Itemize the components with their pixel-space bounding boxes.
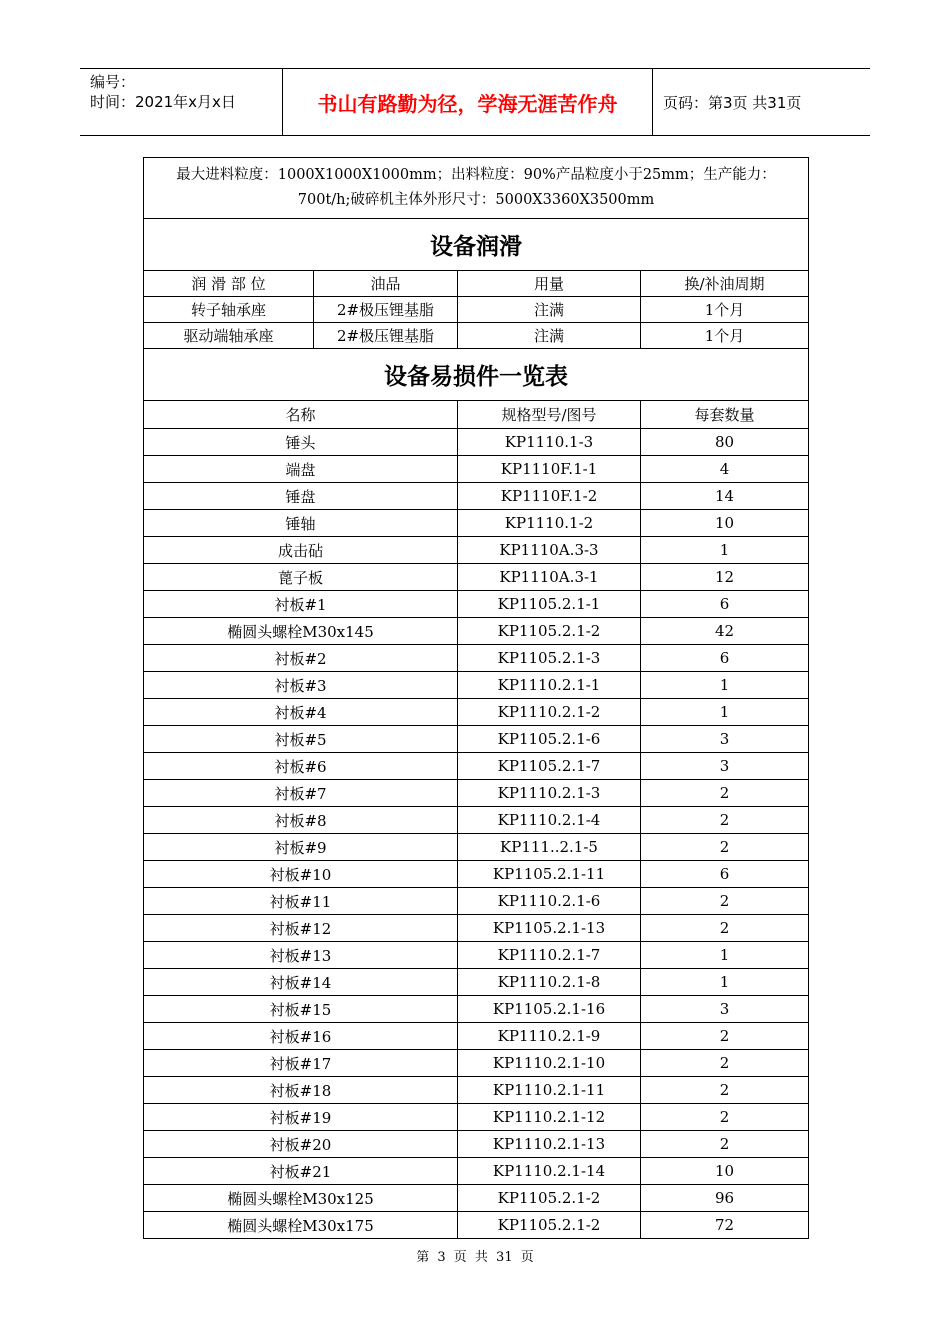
part-spec: KP1110.2.1-1 (458, 672, 641, 699)
lubrication-header-row (144, 271, 809, 297)
header-page-label: 页码：第3页 共31页 (663, 93, 802, 112)
table-row (144, 645, 809, 672)
lub-oil: 2#极压锂基脂 (314, 297, 458, 323)
lub-header-part: 润 滑 部 位 (144, 271, 314, 297)
table-row (144, 1023, 809, 1050)
table-row (144, 618, 809, 645)
part-name: 衬板#21 (144, 1158, 458, 1185)
table-row (144, 1158, 809, 1185)
part-qty: 2 (641, 1050, 809, 1077)
table-row (144, 942, 809, 969)
part-spec: KP1110.1-3 (458, 429, 641, 456)
part-spec: KP1110.2.1-12 (458, 1104, 641, 1131)
part-name: 衬板#3 (144, 672, 458, 699)
part-qty: 12 (641, 564, 809, 591)
part-qty: 3 (641, 753, 809, 780)
part-qty: 42 (641, 618, 809, 645)
parts-title-row (144, 349, 809, 401)
table-row (144, 1185, 809, 1212)
part-spec: KP1110.2.1-9 (458, 1023, 641, 1050)
lub-part: 驱动端轴承座 (144, 323, 314, 349)
table-row (144, 483, 809, 510)
part-name: 衬板#12 (144, 915, 458, 942)
part-name: 衬板#4 (144, 699, 458, 726)
part-name: 锤轴 (144, 510, 458, 537)
table-row (144, 456, 809, 483)
part-spec: KP1110.1-2 (458, 510, 641, 537)
part-qty: 2 (641, 780, 809, 807)
part-name: 成击砧 (144, 537, 458, 564)
part-spec: KP111..2.1-5 (458, 834, 641, 861)
part-spec: KP1110A.3-3 (458, 537, 641, 564)
lubrication-row (144, 323, 809, 349)
page-header (80, 68, 870, 136)
part-spec: KP1105.2.1-16 (458, 996, 641, 1023)
lub-header-oil: 油品 (314, 271, 458, 297)
part-name: 衬板#17 (144, 1050, 458, 1077)
part-name: 衬板#13 (144, 942, 458, 969)
table-row (144, 834, 809, 861)
spec-cell (144, 158, 809, 219)
part-qty: 2 (641, 1104, 809, 1131)
table-row (144, 915, 809, 942)
date-label: 时间：2021年x月x日 (90, 93, 236, 111)
part-qty: 3 (641, 726, 809, 753)
part-spec: KP1110.2.1-2 (458, 699, 641, 726)
part-spec: KP1110.2.1-13 (458, 1131, 641, 1158)
lubrication-title-row (144, 219, 809, 271)
part-spec: KP1110.2.1-10 (458, 1050, 641, 1077)
table-row (144, 1212, 809, 1239)
part-qty: 10 (641, 1158, 809, 1185)
parts-header-spec: 规格型号/图号 (458, 401, 641, 429)
part-qty: 4 (641, 456, 809, 483)
equipment-table (143, 157, 809, 1239)
part-spec: KP1105.2.1-11 (458, 861, 641, 888)
part-name: 蓖子板 (144, 564, 458, 591)
table-row (144, 969, 809, 996)
part-qty: 2 (641, 1131, 809, 1158)
part-spec: KP1110.2.1-14 (458, 1158, 641, 1185)
part-spec: KP1110.2.1-7 (458, 942, 641, 969)
part-name: 衬板#15 (144, 996, 458, 1023)
table-row (144, 807, 809, 834)
part-spec: KP1110F.1-1 (458, 456, 641, 483)
lub-cycle: 1个月 (641, 323, 809, 349)
part-qty: 1 (641, 699, 809, 726)
lub-oil: 2#极压锂基脂 (314, 323, 458, 349)
table-row (144, 429, 809, 456)
part-qty: 2 (641, 834, 809, 861)
lubrication-row (144, 297, 809, 323)
table-row (144, 888, 809, 915)
part-spec: KP1105.2.1-6 (458, 726, 641, 753)
number-label: 编号： (90, 73, 136, 91)
table-row (144, 861, 809, 888)
parts-title: 设备易损件一览表 (144, 349, 809, 401)
part-name: 衬板#11 (144, 888, 458, 915)
part-name: 椭圆头螺栓M30x175 (144, 1212, 458, 1239)
table-row (144, 1077, 809, 1104)
parts-header-qty: 每套数量 (641, 401, 809, 429)
part-spec: KP1110F.1-2 (458, 483, 641, 510)
part-qty: 3 (641, 996, 809, 1023)
lub-part: 转子轴承座 (144, 297, 314, 323)
part-spec: KP1105.2.1-2 (458, 1212, 641, 1239)
part-spec: KP1105.2.1-13 (458, 915, 641, 942)
part-name: 衬板#2 (144, 645, 458, 672)
lub-amount: 注满 (458, 323, 641, 349)
part-name: 衬板#19 (144, 1104, 458, 1131)
table-row (144, 1050, 809, 1077)
part-qty: 6 (641, 861, 809, 888)
part-qty: 2 (641, 807, 809, 834)
part-spec: KP1105.2.1-3 (458, 645, 641, 672)
part-name: 椭圆头螺栓M30x125 (144, 1185, 458, 1212)
part-qty: 96 (641, 1185, 809, 1212)
part-name: 衬板#20 (144, 1131, 458, 1158)
spec-row (144, 158, 809, 219)
table-row (144, 591, 809, 618)
table-row (144, 1131, 809, 1158)
part-name: 衬板#14 (144, 969, 458, 996)
part-qty: 72 (641, 1212, 809, 1239)
part-qty: 14 (641, 483, 809, 510)
spec-line-1: 最大进料粒度：1000X1000X1000mm；出料粒度：90%产品粒度小于25mm；生产能力： (176, 167, 776, 183)
part-qty: 1 (641, 969, 809, 996)
part-spec: KP1105.2.1-2 (458, 1185, 641, 1212)
part-name: 锤头 (144, 429, 458, 456)
part-spec: KP1105.2.1-7 (458, 753, 641, 780)
part-qty: 6 (641, 645, 809, 672)
part-qty: 1 (641, 942, 809, 969)
part-name: 衬板#6 (144, 753, 458, 780)
part-name: 衬板#7 (144, 780, 458, 807)
lubrication-title: 设备润滑 (144, 219, 809, 271)
part-qty: 2 (641, 888, 809, 915)
page-footer: 第 3 页 共 31 页 (416, 1250, 534, 1265)
table-row (144, 537, 809, 564)
part-qty: 1 (641, 672, 809, 699)
part-spec: KP1110.2.1-4 (458, 807, 641, 834)
part-name: 衬板#1 (144, 591, 458, 618)
table-row (144, 780, 809, 807)
part-spec: KP1110A.3-1 (458, 564, 641, 591)
table-row (144, 699, 809, 726)
part-spec: KP1110.2.1-8 (458, 969, 641, 996)
table-row (144, 996, 809, 1023)
header-meta (80, 69, 283, 135)
part-name: 锤盘 (144, 483, 458, 510)
part-qty: 1 (641, 537, 809, 564)
part-qty: 2 (641, 915, 809, 942)
table-row (144, 1104, 809, 1131)
part-name: 衬板#5 (144, 726, 458, 753)
part-name: 衬板#10 (144, 861, 458, 888)
part-qty: 10 (641, 510, 809, 537)
part-name: 衬板#18 (144, 1077, 458, 1104)
part-name: 衬板#9 (144, 834, 458, 861)
part-name: 衬板#8 (144, 807, 458, 834)
part-name: 椭圆头螺栓M30x145 (144, 618, 458, 645)
lub-amount: 注满 (458, 297, 641, 323)
parts-header-row (144, 401, 809, 429)
table-row (144, 753, 809, 780)
part-spec: KP1110.2.1-6 (458, 888, 641, 915)
parts-header-name: 名称 (144, 401, 458, 429)
part-name: 端盘 (144, 456, 458, 483)
table-row (144, 726, 809, 753)
part-qty: 2 (641, 1077, 809, 1104)
part-name: 衬板#16 (144, 1023, 458, 1050)
table-row (144, 564, 809, 591)
part-spec: KP1105.2.1-1 (458, 591, 641, 618)
part-qty: 2 (641, 1023, 809, 1050)
spec-line-2: 700t/h;破碎机主体外形尺寸：5000X3360X3500mm (297, 192, 655, 208)
part-spec: KP1110.2.1-3 (458, 780, 641, 807)
table-row (144, 672, 809, 699)
lub-header-cycle: 换/补油周期 (641, 271, 809, 297)
part-spec: KP1110.2.1-11 (458, 1077, 641, 1104)
part-qty: 6 (641, 591, 809, 618)
lub-cycle: 1个月 (641, 297, 809, 323)
table-row (144, 510, 809, 537)
header-motto: 书山有路勤为径，学海无涯苦作舟 (283, 69, 653, 135)
lub-header-amount: 用量 (458, 271, 641, 297)
part-qty: 80 (641, 429, 809, 456)
part-spec: KP1105.2.1-2 (458, 618, 641, 645)
